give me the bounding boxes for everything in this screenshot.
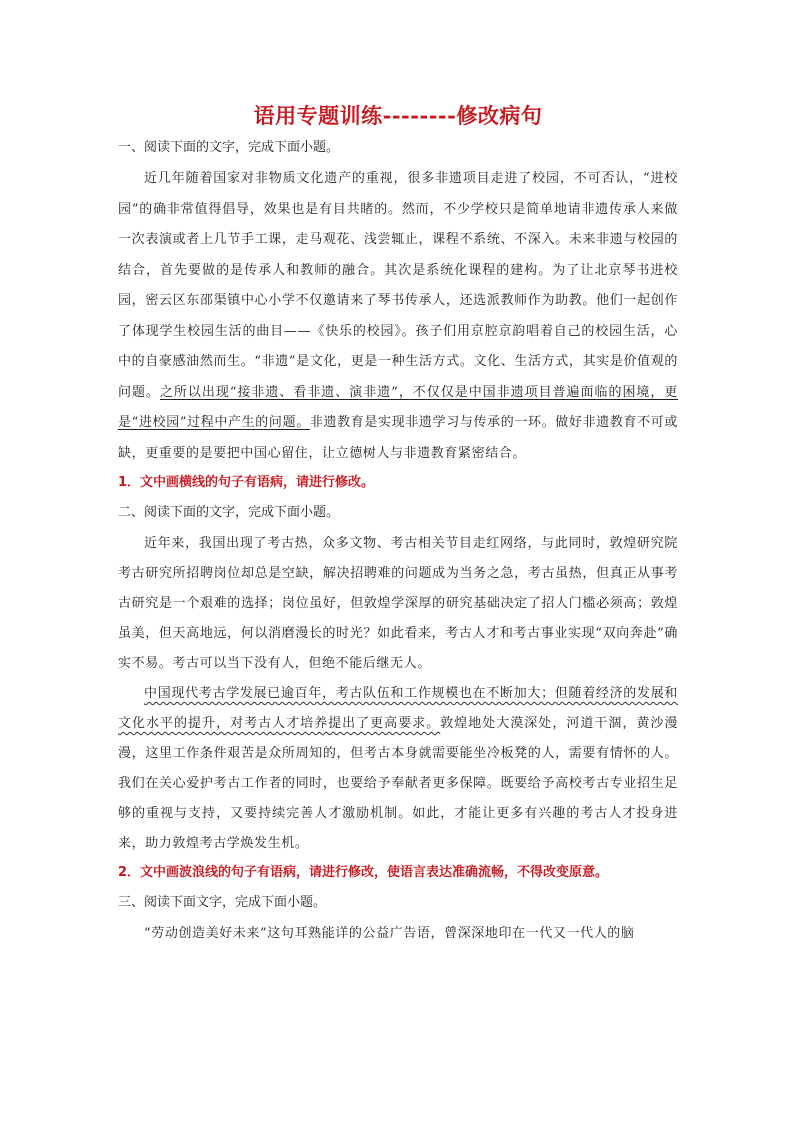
question-1	[118, 473, 678, 493]
passage-text: 近几年随着国家对非物质文化遗产的重视，很多非遗项目走进了校园，不可否认，“进校园”的确非常值得倡导，效果也是有目共睹的。然而，不少学校只是简单地请非遗传承人来做一次表演或者上几节手工课，走马观花、浅尝辄止，课程不系统、不深入。未来非遗与校园的结合，首先要做的是传承人和教师的融合。其次是系统化课程的建构。为了让北京琴书进校园，密云区东邵渠镇中心小学不仅邀请来了琴书传承人，还选派教师作为助教。他们一起创作了体现学生校园生活的曲目——《快乐的校园》。孩子们用京腔京韵唱着自己的校园生活，心中的自豪感油然而生。“非遗”是文化，更是一种生活方式。文化、生活方式，其实是价值观的问题。	[118, 171, 678, 400]
section-3	[118, 893, 678, 950]
section-2-passage-1: 近年来，我国出现了考古热，众多文物、考古相关节目走红网络，与此同时，敦煌研究院考古研究所招聘岗位却总是空缺，解决招聘难的问题成为当务之急，考古虽热，但真正从事考古研究是一个艰难的选择；岗位虽好，但敦煌学深厚的研究基础决定了招人门槛必须高；敦煌虽美，但天高地远，何以消磨漫长的时光？如此看来，考古人才和考古事业实现“双向奔赴”确实不易。考古可以当下没有人，但绝不能后继无人。	[118, 536, 678, 671]
section-2-passage-2	[118, 679, 678, 859]
question-1-text: 1．文中画横线的句子有语病，请进行修改。	[118, 475, 375, 490]
question-2	[118, 863, 678, 883]
section-1-passage	[118, 164, 678, 469]
section-2-heading: 二、阅读下面的文字，完成下面小题。	[118, 505, 340, 520]
section-3-heading: 三、阅读下面文字，完成下面小题。	[118, 895, 327, 910]
section-3-passage: “劳动创造美好未来”这句耳熟能详的公益广告语，曾深深地印在一代又一代人的脑	[144, 926, 635, 941]
passage-text: 敦煌地处大漠深处，河道干涸，黄沙漫漫，这里工作条件艰苦是众所周知的，但考古本身就需要能坐冷板凳的人，需要有情怀的人。我们在关心爱护考古工作者的同时，也要给予奉献者更多保障。既要给予高校考古专业招生足够的重视与支持，又要持续完善人才激励机制。如此，才能让更多有兴趣的考古人才投身进来，助力敦煌考古学焕发生机。	[118, 716, 678, 851]
document-page	[118, 100, 678, 950]
passage-text: 非遗教育是实现非遗学习与传承的一环。做好非遗教育不可或缺，更重要的是要把中国心留住，让立德树人与非遗教育紧密结合。	[118, 415, 678, 461]
section-1-heading: 一、阅读下面的文字，完成下面小题。	[118, 140, 340, 155]
wavy-sentence: 中国现代考古学发展已逾百年，考古队伍和工作规模也在不断加大；但随着经济的发展和文化水平的提升，对考古人才培养提出了更高要求。	[118, 686, 678, 731]
section-1	[118, 138, 678, 493]
section-2	[118, 503, 678, 883]
question-2-text: 2．文中画波浪线的句子有语病，请进行修改，使语言表达准确流畅，不得改变原意。	[118, 865, 609, 880]
underlined-sentence: 之所以出现“接非遗、看非遗、演非遗”，不仅仅是中国非遗项目普遍面临的困境，更是“进校园”过程中产生的问题。	[118, 384, 678, 430]
document-title: 语用专题训练--------修改病句	[253, 103, 543, 128]
